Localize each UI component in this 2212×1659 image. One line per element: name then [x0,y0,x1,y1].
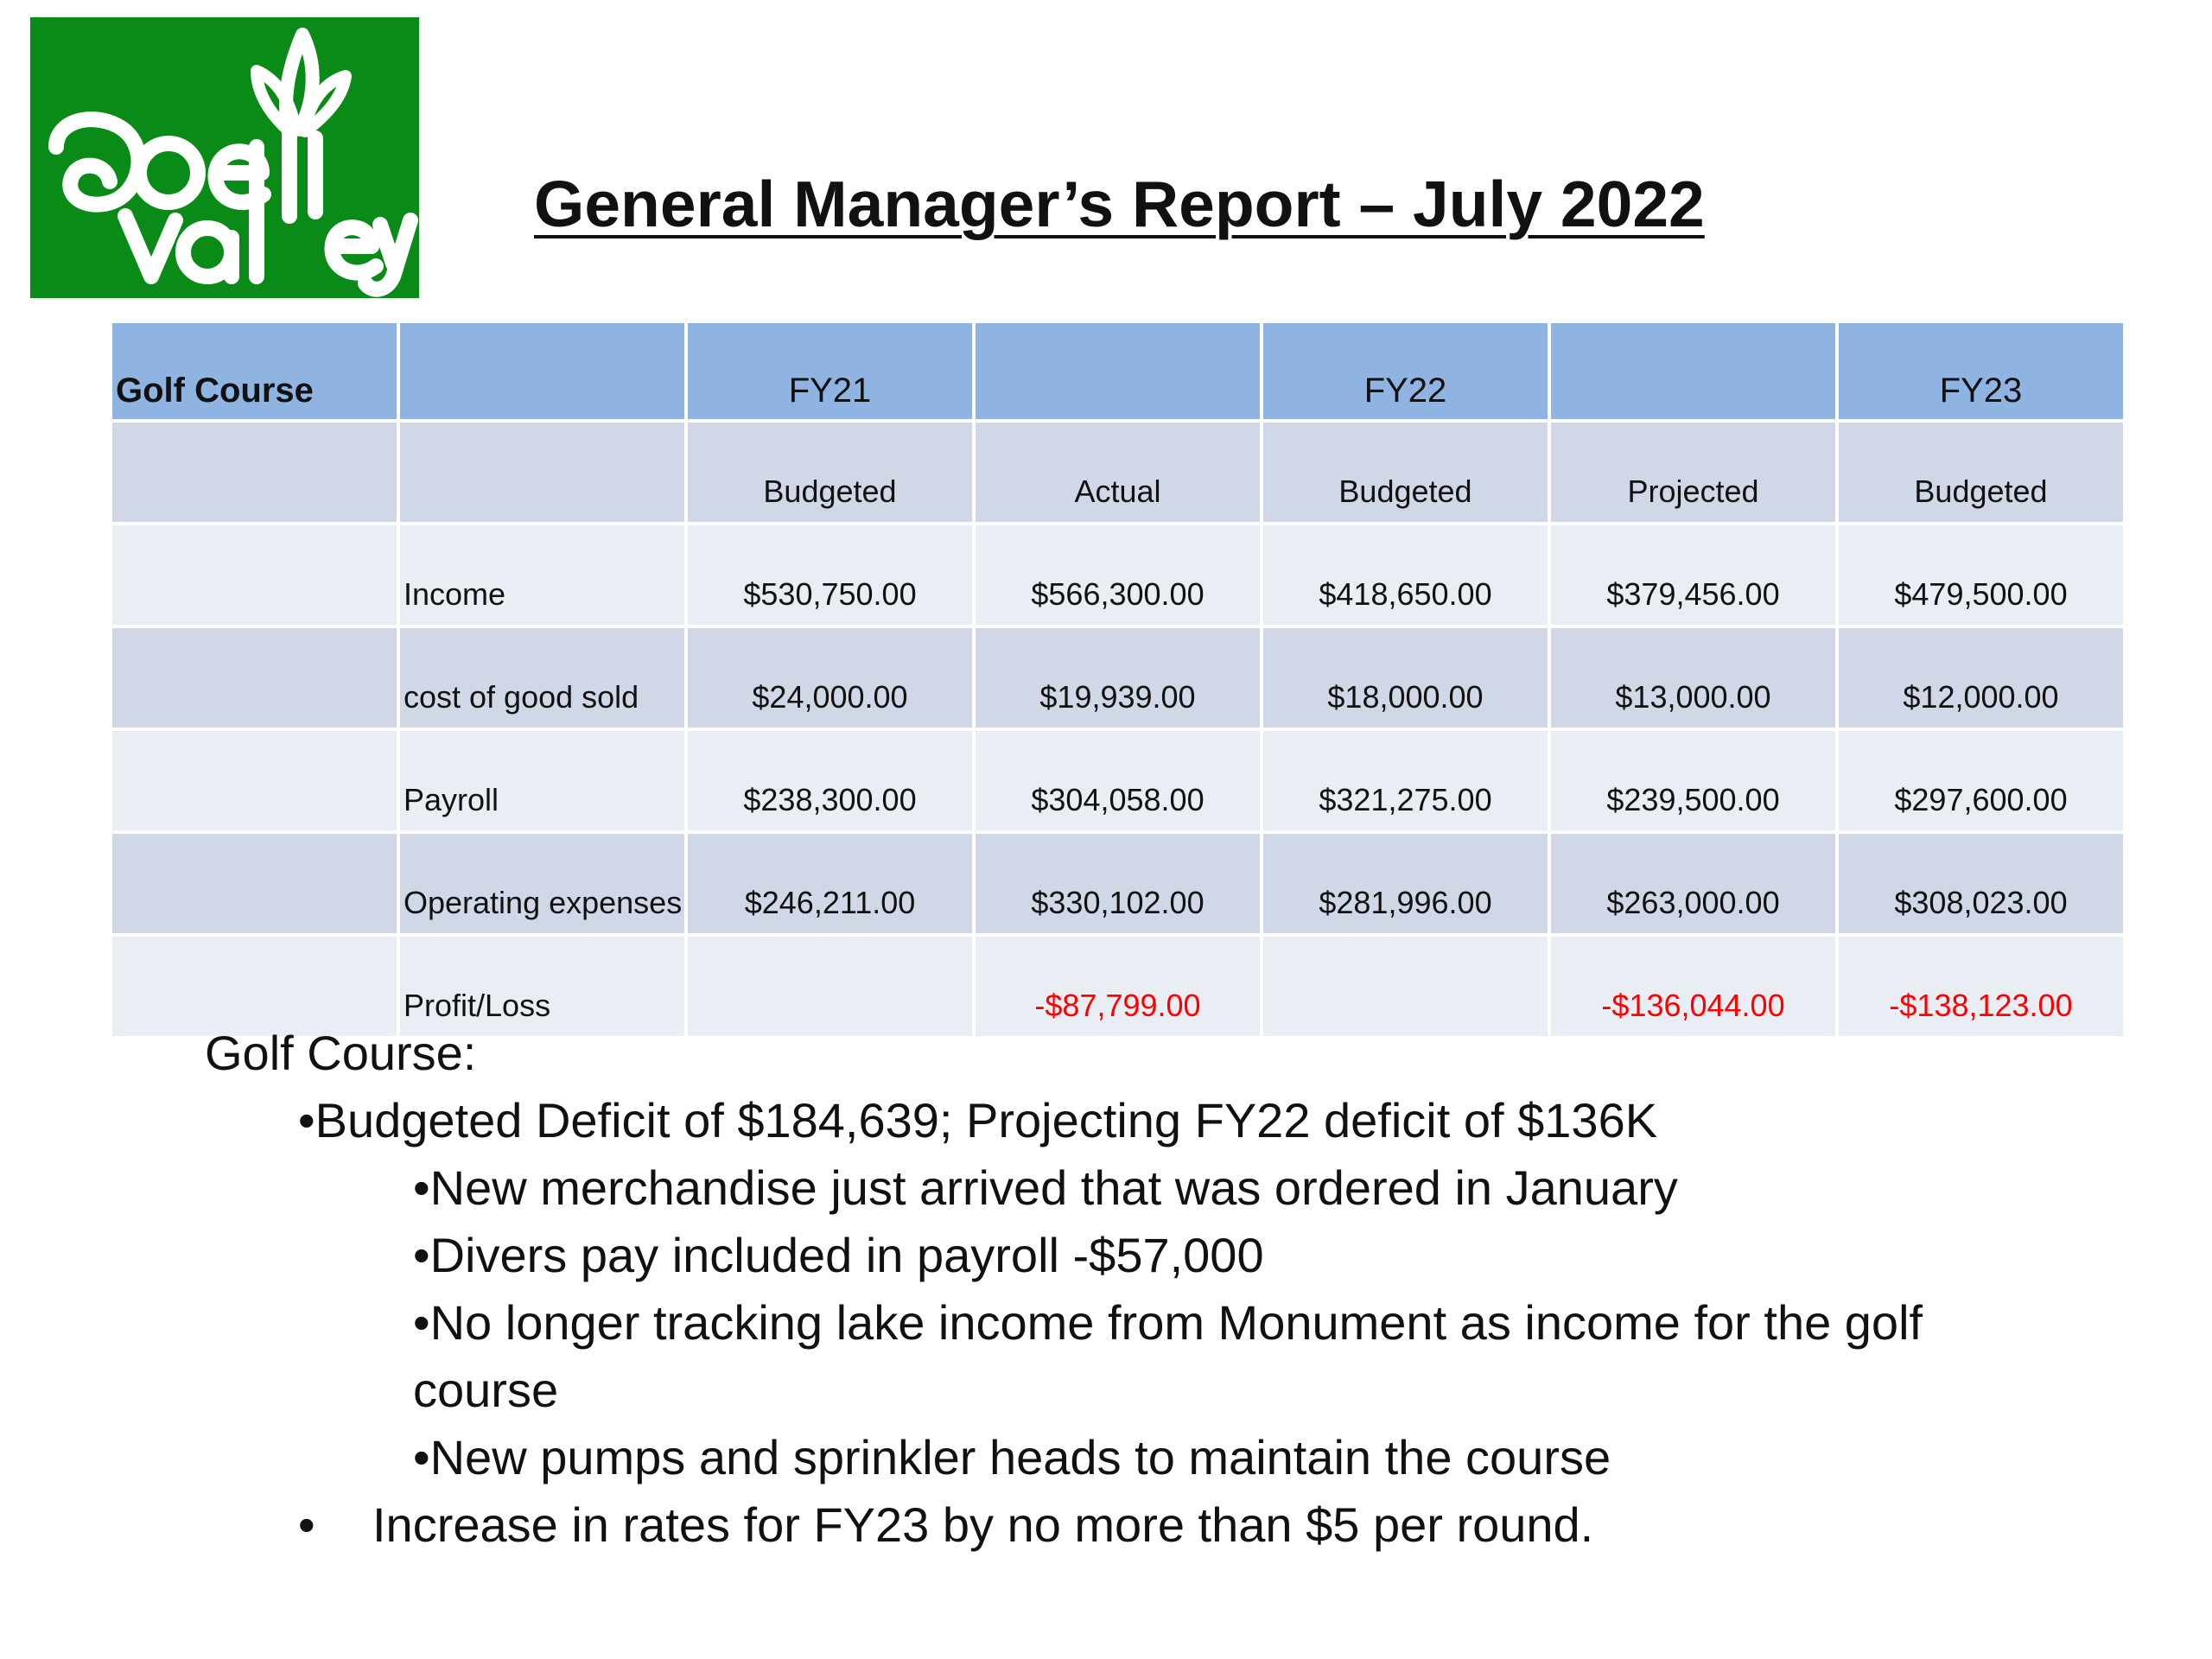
subheader-cell [400,423,684,525]
row-spacer-cell [112,628,397,731]
table-row-income [112,525,2123,628]
row-label: Profit/Loss [400,937,684,1039]
header-cell [400,323,684,423]
notes-section [0,1020,2212,1559]
table-cell: $330,102.00 [976,834,1260,937]
sub-bullet-continuation: course [413,1363,559,1417]
table-cell: $530,750.00 [688,525,972,628]
doe-valley-logo [30,17,419,298]
table-row-payroll [112,731,2123,834]
bullet-rate-increase [298,1491,2212,1559]
table-cell: $18,000.00 [1263,628,1548,731]
table-row-cogs [112,628,2123,731]
subheader-fy22-projected: Projected [1551,423,1835,525]
row-spacer-cell [112,731,397,834]
table-cell: $304,058.00 [976,731,1260,834]
row-spacer-cell [112,834,397,937]
table-subheader-row [112,423,2123,525]
subheader-fy21-actual: Actual [976,423,1260,525]
table-corner-label: Golf Course [112,323,397,423]
table-cell-negative: -$138,123.00 [1839,937,2123,1039]
table-row-operating-expenses [112,834,2123,937]
bullet-text: Increase in rates for FY23 by no more than $5 per round. [372,1497,1594,1552]
header-fy21: FY21 [688,323,972,423]
row-label: Operating expenses [400,834,684,937]
subheader-fy22-budgeted: Budgeted [1263,423,1548,525]
table-cell: $238,300.00 [688,731,972,834]
row-label: Income [400,525,684,628]
header-cell [976,323,1260,423]
golf-course-financial-table [109,323,2126,1039]
subheader-fy23-budgeted: Budgeted [1839,423,2123,525]
table-cell: $263,000.00 [1551,834,1835,937]
bullet-marker: • [298,1497,315,1552]
sub-bullet: •New pumps and sprinkler heads to maintain the course [413,1430,1611,1484]
bullet-budget-deficit: •Budgeted Deficit of $184,639; Projecting FY22 deficit of $136K [298,1093,1658,1147]
table-cell: $297,600.00 [1839,731,2123,834]
row-label: Payroll [400,731,684,834]
sub-bullet: •No longer tracking lake income from Monument as income for the golf [413,1295,1923,1350]
subheader-cell [112,423,397,525]
row-spacer-cell [112,525,397,628]
table-cell: $308,023.00 [1839,834,2123,937]
notes-heading: Golf Course: [205,1026,477,1080]
table-cell: $19,939.00 [976,628,1260,731]
table-cell: $379,456.00 [1551,525,1835,628]
table-cell: $321,275.00 [1263,731,1548,834]
table-cell: $418,650.00 [1263,525,1548,628]
header-fy22: FY22 [1263,323,1548,423]
sub-bullet: •Divers pay included in payroll -$57,000 [413,1228,1264,1282]
table-header-row [112,323,2123,423]
header-fy23: FY23 [1839,323,2123,423]
sub-bullet: •New merchandise just arrived that was ordered in January [413,1160,1678,1215]
table-cell: $13,000.00 [1551,628,1835,731]
row-label: cost of good sold [400,628,684,731]
subheader-fy21-budgeted: Budgeted [688,423,972,525]
table-cell: $566,300.00 [976,525,1260,628]
table-cell: $239,500.00 [1551,731,1835,834]
table-cell: $479,500.00 [1839,525,2123,628]
table-cell-negative: -$136,044.00 [1551,937,1835,1039]
table-cell: $281,996.00 [1263,834,1548,937]
table-cell: $12,000.00 [1839,628,2123,731]
report-title: General Manager’s Report – July 2022 [534,168,1705,240]
table-cell: $24,000.00 [688,628,972,731]
header-cell [1551,323,1835,423]
table-cell-negative: -$87,799.00 [976,937,1260,1039]
table-cell: $246,211.00 [688,834,972,937]
